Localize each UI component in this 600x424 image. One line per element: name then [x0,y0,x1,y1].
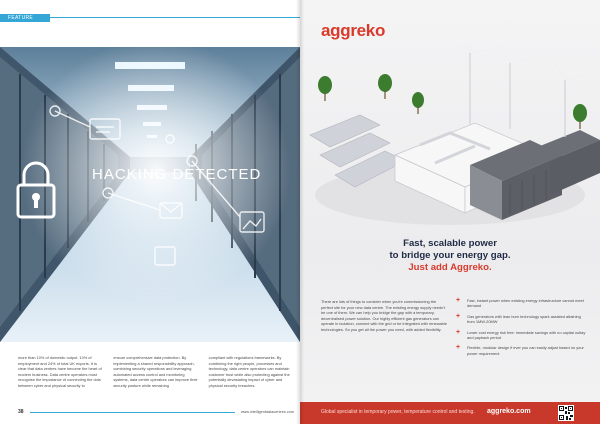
headline-line-2: to bridge your energy gap. [389,250,511,261]
hero-photo [0,47,300,342]
tagline: Global specialist in temporary power, temperature control and testing. [321,409,475,415]
power-plant-illustration [300,45,600,240]
plus-icon: + [456,328,461,336]
article-column-2: ensure comprehensive data protection. By implementing a shared responsibility approach, combining security operations and leveraging automated access control and monitoring systems, data centre operators can improve their security posture while remaining [113,355,198,388]
benefit-list [456,298,586,361]
plus-icon: + [456,312,461,320]
headline-line-3: Just add Aggreko. [408,262,492,273]
footer-url[interactable]: www.intelligentdatacentres.com [240,410,294,414]
plus-icon: + [456,297,461,304]
list-item [456,314,586,325]
aggreko-logo: aggreko [321,21,386,40]
benefit-text: Gas generators with lean burn technology spark assisted attaining from 1MW-20MW [467,313,581,325]
list-item [456,330,586,341]
hacking-detected-text: HACKING DETECTED [92,166,262,183]
website-link[interactable]: aggreko.com [487,408,531,415]
advert-page [300,0,600,424]
advert-body: There are lots of things to consider when you're commissioning the perfect site for your new data centre. The existing energy supply needn't be one of them. We can help you bridge the gap with a temporary, decentralised power solution. Our highly efficient gas generators can operate in isolation, connect with the grid or be integrated with renewable technologies. So you get all the power you need, with added flexibility. [321,299,447,332]
advert-headline [300,238,600,274]
page-footer [18,408,294,416]
list-item [456,298,586,309]
list-item [456,345,586,356]
section-rule [50,17,300,18]
article-column-1: more than 10% of domestic output. 10% of employment and 24% of total UK exports. It is clear that data centres have become the heart of modern business. Data centre operators must recognise the importance of connecting the dots between cyber and physical security to [18,355,102,388]
article-columns [18,355,294,407]
footer-rule [30,412,235,413]
benefit-text: Fast, instant power when existing energy infrastructure cannot meet demand [467,298,584,309]
article-column-3: compliant with regulations frameworks. By combining the right people, processes and technology, data centre operators can maintain customer trust while also protecting against the potentially devastating impact of cyber and physical security breaches. [208,355,290,388]
section-tag: FEATURE [0,14,50,22]
plus-icon: + [456,344,461,352]
benefit-text: Lower cost energy risk free: immediate savings with no capital outlay and payback period [467,329,586,341]
qr-code-icon[interactable] [558,405,574,421]
page-number: 38 [18,409,24,415]
benefit-text: Flexible, modular design if ever you can easily adjust based on your power requirement [467,345,584,356]
headline-line-1: Fast, scalable power [403,238,497,249]
footer-strip [300,402,600,424]
